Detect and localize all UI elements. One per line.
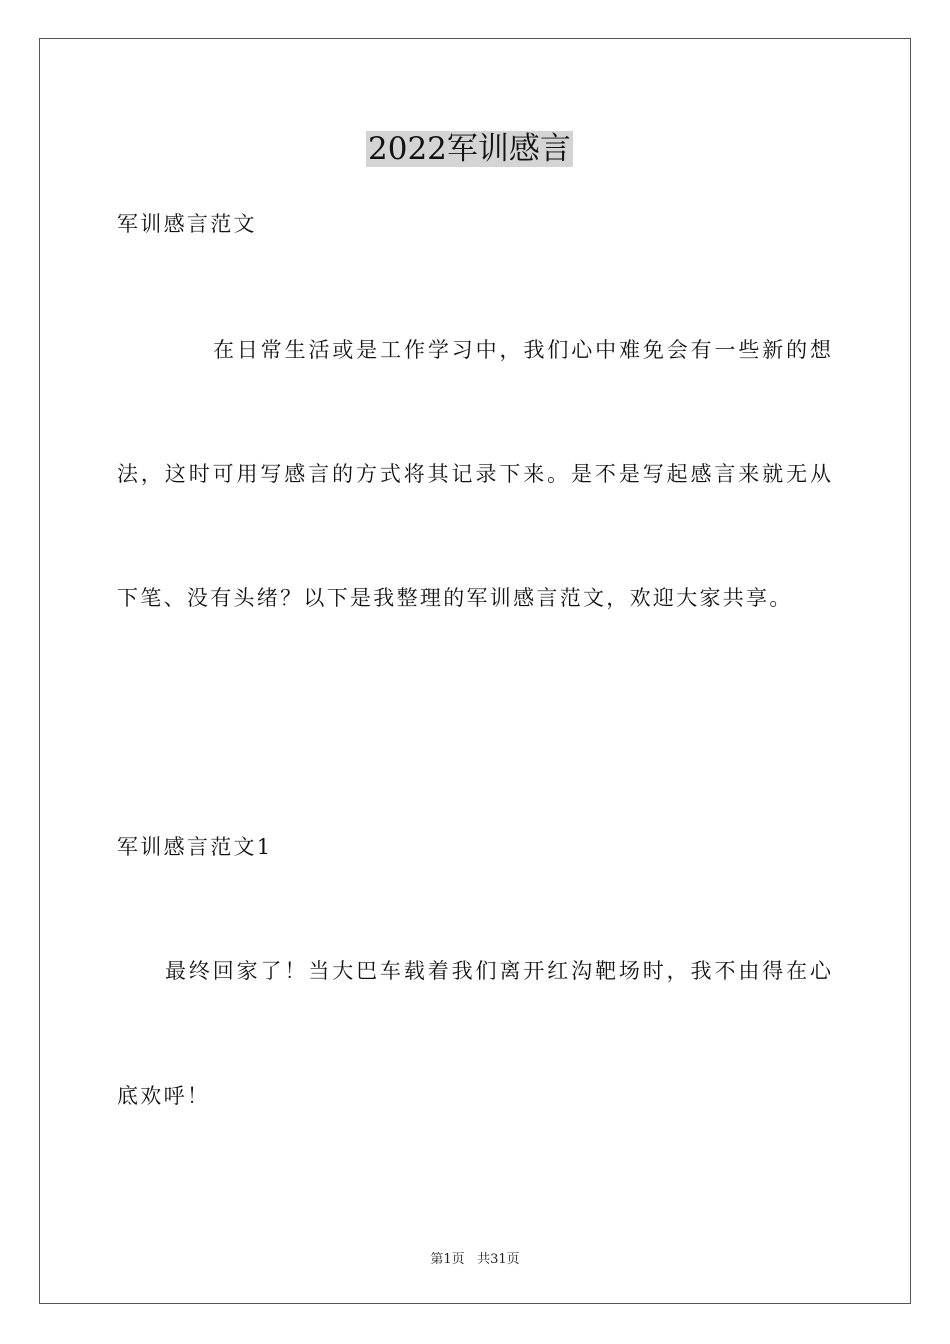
section-line-2: 底欢呼！ [117, 1084, 211, 1108]
intro-line-2: 法，这时可用写感言的方式将其记录下来。是不是写起感言来就无从 [117, 462, 831, 486]
document-title: 2022军训感言 [368, 131, 571, 167]
subtitle: 军训感言范文 [117, 212, 257, 236]
page-footer [0, 1248, 950, 1267]
section-line-1: 最终回家了！当大巴车载着我们离开红沟靶场时，我不由得在心 [165, 959, 831, 983]
section-heading: 军训感言范文1 [117, 835, 273, 859]
current-page-label: 第1页 [430, 1252, 465, 1267]
total-pages-label: 共31页 [477, 1252, 520, 1267]
intro-line-1: 在日常生活或是工作学习中，我们心中难免会有一些新的想 [213, 338, 831, 362]
footer-spacer [465, 1252, 477, 1267]
intro-line-3: 下笔、没有头绪？以下是我整理的军训感言范文，欢迎大家共享。 [117, 586, 793, 610]
